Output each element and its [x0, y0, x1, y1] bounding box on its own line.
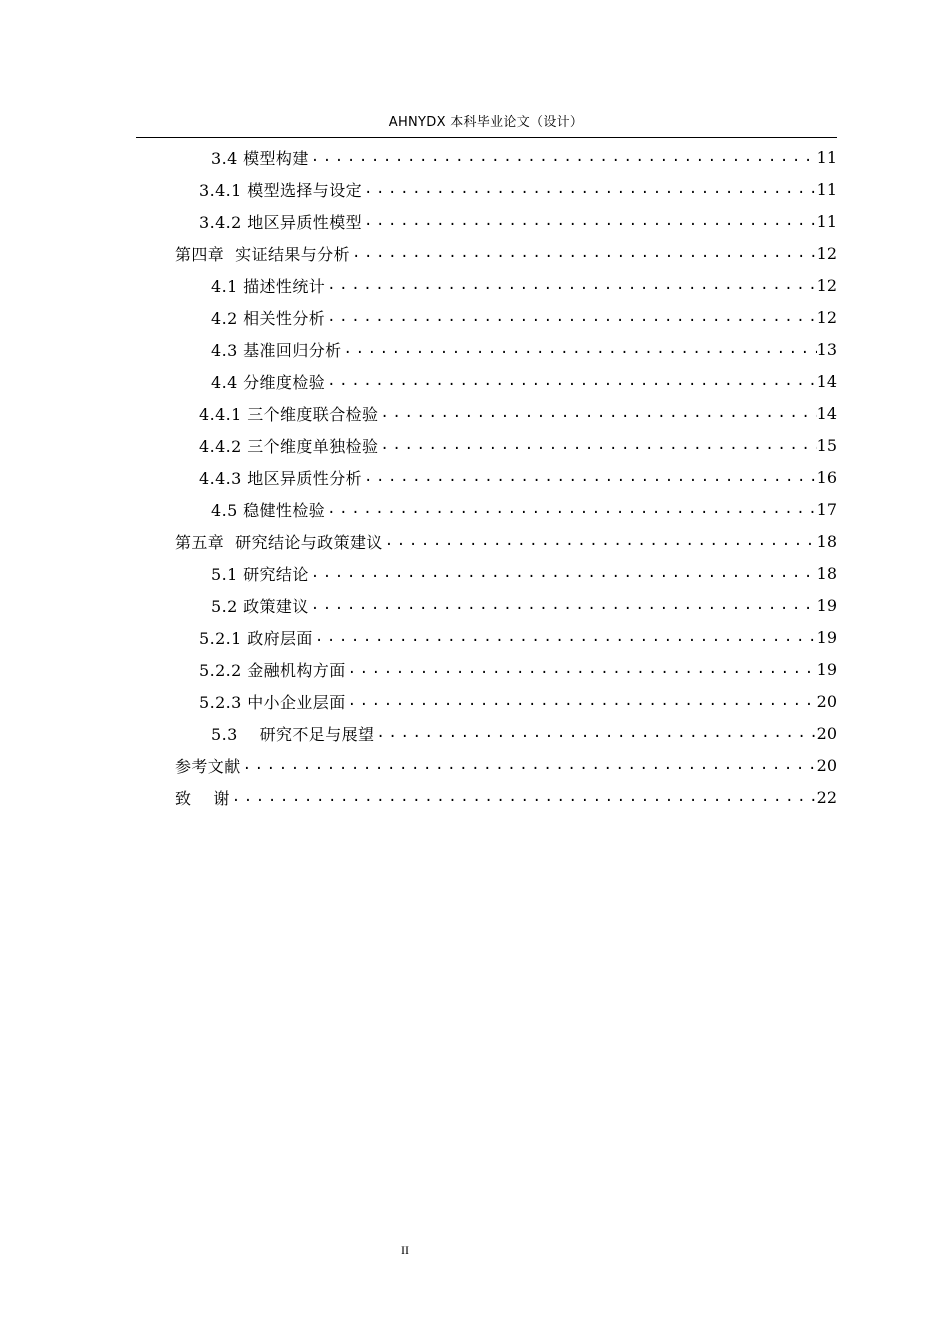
toc-entry-title: 4.4.3 地区异质性分析	[199, 466, 362, 489]
toc-entry-title: 参考文献	[175, 754, 241, 777]
toc-entry-title: 4.4.2 三个维度单独检验	[199, 434, 378, 457]
toc-dot-leader	[378, 437, 816, 453]
toc-dot-leader	[378, 405, 816, 421]
toc-entry[interactable]	[199, 205, 837, 237]
toc-entry-title: 5.2.3 中小企业层面	[199, 690, 346, 713]
toc-entry-page-number: 16	[816, 467, 837, 487]
toc-dot-leader	[350, 245, 817, 261]
toc-dot-leader	[362, 213, 817, 229]
toc-dot-leader	[313, 629, 817, 645]
toc-dot-leader	[383, 533, 817, 549]
toc-entry-title: 5.3 研究不足与展望	[211, 722, 374, 745]
toc-entry[interactable]	[211, 557, 837, 589]
toc-entry-page-number: 18	[816, 531, 837, 551]
toc-entry-page-number: 22	[816, 787, 837, 807]
toc-entry-title: 第五章 研究结论与政策建议	[175, 530, 383, 553]
toc-entry-page-number: 17	[816, 499, 837, 519]
toc-entry-page-number: 11	[816, 147, 837, 167]
toc-entry-title: 4.4.1 三个维度联合检验	[199, 402, 378, 425]
toc-entry-title: 5.2.2 金融机构方面	[199, 658, 346, 681]
toc-entry[interactable]	[211, 333, 837, 365]
toc-entry[interactable]	[211, 365, 837, 397]
toc-entry-title: 3.4 模型构建	[211, 146, 309, 169]
toc-entry-title: 4.1 描述性统计	[211, 274, 325, 297]
toc-entry-title: 4.5 稳健性检验	[211, 498, 325, 521]
toc-dot-leader	[342, 341, 817, 357]
toc-entry-page-number: 20	[816, 691, 837, 711]
toc-dot-leader	[325, 277, 817, 293]
toc-dot-leader	[230, 789, 817, 805]
toc-entry-page-number: 12	[816, 307, 837, 327]
toc-entry[interactable]	[211, 269, 837, 301]
toc-entry-title: 3.4.1 模型选择与设定	[199, 178, 362, 201]
toc-entry-page-number: 19	[816, 595, 837, 615]
toc-entry[interactable]	[199, 461, 837, 493]
toc-entry-page-number: 20	[816, 755, 837, 775]
toc-entry-page-number: 19	[816, 627, 837, 647]
toc-entry[interactable]	[199, 397, 837, 429]
toc-entry[interactable]	[211, 301, 837, 333]
page-number: II	[401, 1243, 409, 1257]
toc-dot-leader	[309, 149, 817, 165]
toc-entry[interactable]	[175, 749, 837, 781]
toc-entry-page-number: 13	[816, 339, 837, 359]
toc-entry[interactable]	[211, 589, 837, 621]
toc-entry-page-number: 20	[816, 723, 837, 743]
toc-entry[interactable]	[211, 717, 837, 749]
toc-entry-title: 5.1 研究结论	[211, 562, 309, 585]
toc-dot-leader	[241, 757, 817, 773]
toc-entry-title: 5.2.1 政府层面	[199, 626, 313, 649]
toc-entry-page-number: 12	[816, 243, 837, 263]
toc-entry[interactable]	[199, 621, 837, 653]
toc-entry-page-number: 19	[816, 659, 837, 679]
toc-entry-title: 致 谢	[175, 786, 230, 809]
toc-entry[interactable]	[175, 781, 837, 813]
toc-dot-leader	[346, 693, 817, 709]
toc-entry-page-number: 11	[816, 179, 837, 199]
toc-entry-title: 4.3 基准回归分析	[211, 338, 342, 361]
toc-entry[interactable]	[199, 429, 837, 461]
toc-entry-title: 4.2 相关性分析	[211, 306, 325, 329]
toc-entry-title: 3.4.2 地区异质性模型	[199, 210, 362, 233]
toc-dot-leader	[374, 725, 816, 741]
toc-dot-leader	[346, 661, 817, 677]
running-header: AHNYDX 本科毕业论文（设计）	[388, 115, 584, 130]
toc-entry-page-number: 14	[816, 371, 837, 391]
toc-dot-leader	[309, 565, 817, 581]
header-divider	[136, 137, 837, 138]
toc-entry-page-number: 14	[816, 403, 837, 423]
toc-entry[interactable]	[199, 685, 837, 717]
toc-entry-page-number: 18	[816, 563, 837, 583]
toc-entry[interactable]	[211, 141, 837, 173]
toc-entry[interactable]	[199, 653, 837, 685]
toc-dot-leader	[362, 181, 817, 197]
toc-entry-page-number: 11	[816, 211, 837, 231]
toc-dot-leader	[325, 309, 817, 325]
toc-entry[interactable]	[199, 173, 837, 205]
toc-entry-title: 第四章 实证结果与分析	[175, 242, 350, 265]
toc-entry-title: 4.4 分维度检验	[211, 370, 325, 393]
toc-entry[interactable]	[175, 237, 837, 269]
toc-dot-leader	[325, 373, 817, 389]
toc-dot-leader	[325, 501, 817, 517]
toc-entry-page-number: 15	[816, 435, 837, 455]
toc-entry-page-number: 12	[816, 275, 837, 295]
toc-entry[interactable]	[175, 525, 837, 557]
toc-dot-leader	[362, 469, 817, 485]
toc-entry[interactable]	[211, 493, 837, 525]
toc-entry-title: 5.2 政策建议	[211, 594, 309, 617]
toc-dot-leader	[309, 597, 817, 613]
